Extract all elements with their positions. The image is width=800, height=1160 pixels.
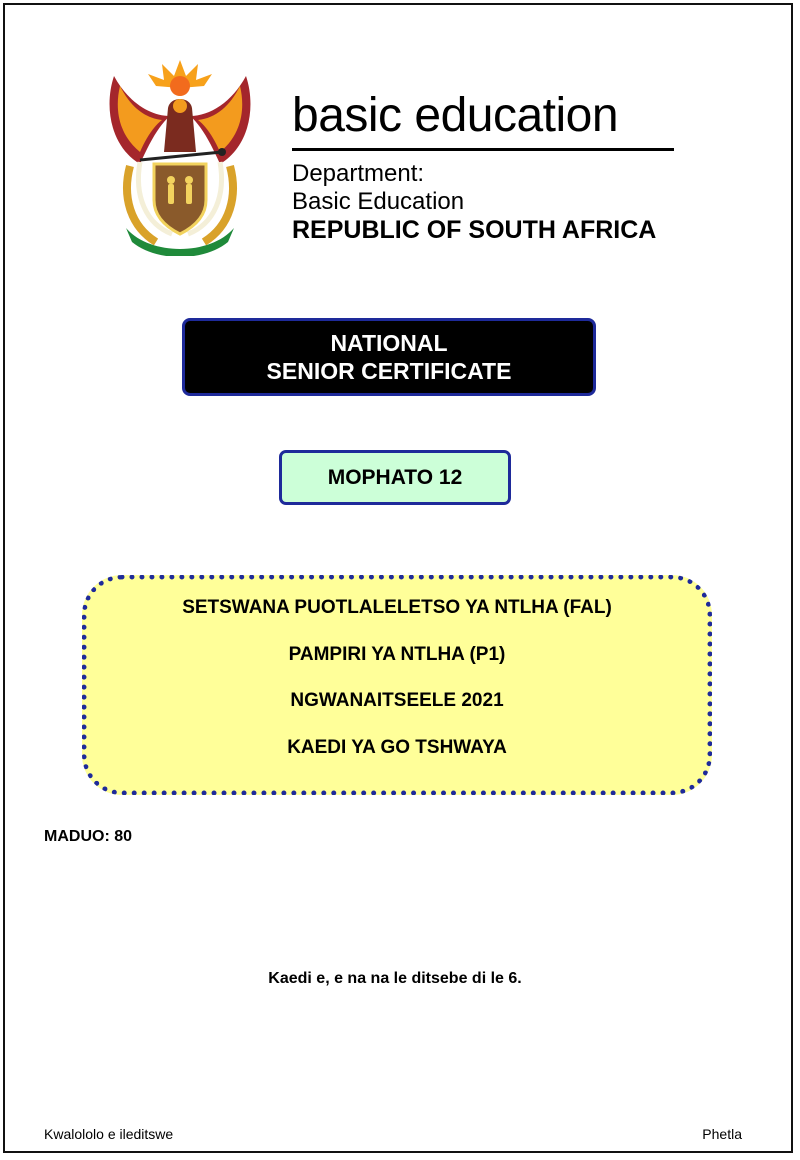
department-label: Department: <box>292 160 425 187</box>
exam-session: NGWANAITSEELE 2021 <box>290 690 504 711</box>
certificate-banner <box>182 318 596 396</box>
document-type: KAEDI YA GO TSHWAYA <box>287 737 507 758</box>
brand-underline <box>292 148 674 151</box>
footer-turn-over: Phetla <box>702 1126 742 1142</box>
sun-rays <box>148 60 212 96</box>
subject-title: SETSWANA PUOTLALELETSO YA NTLHA (FAL) <box>182 597 612 618</box>
department-block <box>292 160 656 244</box>
page-count-note: Kaedi e, e na na le ditsebe di le 6. <box>268 970 522 987</box>
certificate-line-2: SENIOR CERTIFICATE <box>266 358 512 384</box>
total-marks: MADUO: 80 <box>44 828 133 845</box>
footer-copyright: Kwalololo e ileditswe <box>44 1126 174 1142</box>
grade-badge: MOPHATO 12 <box>279 450 511 505</box>
country-name: REPUBLIC OF SOUTH AFRICA <box>292 216 657 244</box>
brand-wordmark: basic education <box>292 89 619 142</box>
department-name: Basic Education <box>292 188 465 215</box>
certificate-line-1: NATIONAL <box>330 330 448 356</box>
coat-of-arms-logo <box>100 56 260 256</box>
shield <box>154 164 206 234</box>
paper-number: PAMPIRI YA NTLHA (P1) <box>288 644 506 665</box>
